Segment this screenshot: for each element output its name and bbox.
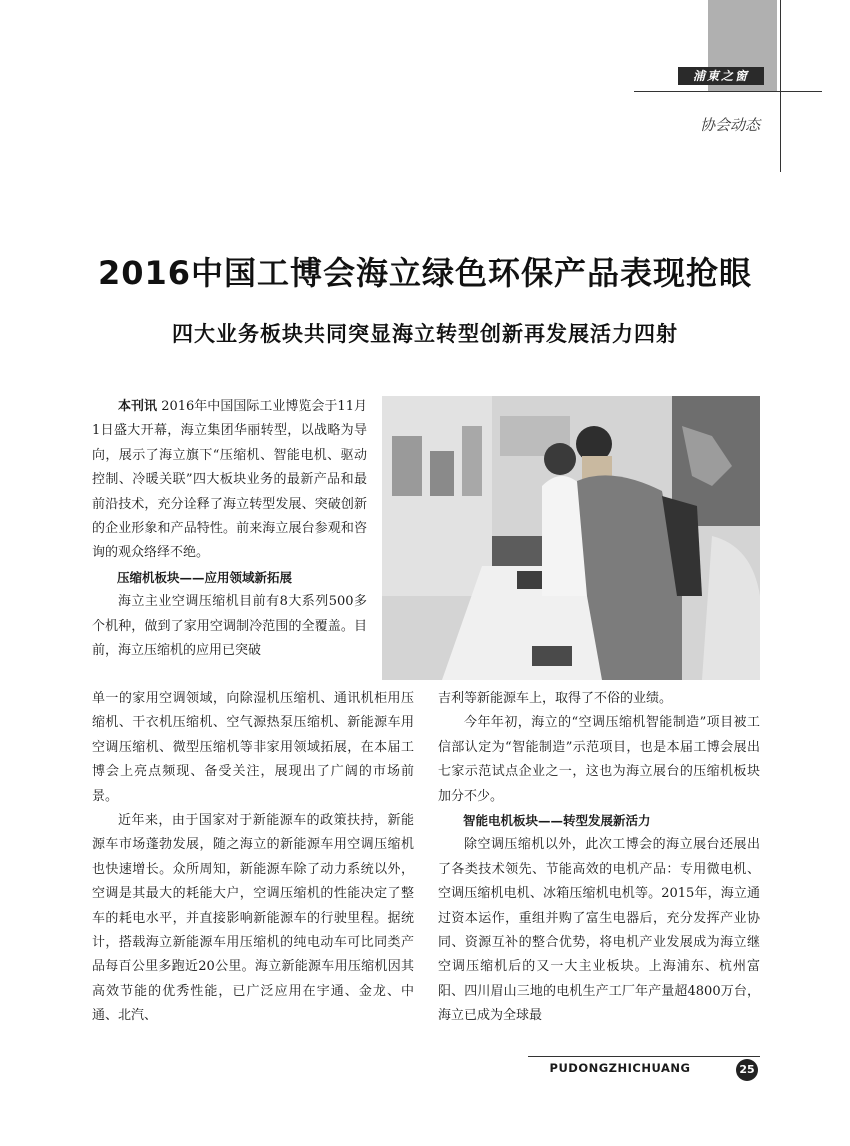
heading-motor: 智能电机板块——转型发展新活力 [463,813,651,829]
lead-label: 本刊讯 [118,399,158,414]
left-column-top [92,395,367,663]
para-compressor-cont: 单一的家用空调领域，向除湿机压缩机、通讯机柜用压缩机、干衣机压缩机、空气源热泵压缩机、新能源车用空调压缩机、微型压缩机等非家用领域拓展，在本届工博会上亮点频现、备受关注，展现出了广阔的市场前景。 [92,691,414,804]
article-subtitle: 四大业务板块共同突显海立转型创新再发展活力四射 [172,322,678,346]
exhibition-photo [382,396,760,680]
intro-text: 2016年中国国际工业博览会于11月1日盛大开幕，海立集团华丽转型，以战略为导向，展示了海立旗下“压缩机、智能电机、驱动控制、冷暖关联”四大板块业务的最新产品和最前沿技术，充分诠释了海立转型发展、突破创新的企业形象和产品特性。前来海立展台参观和咨询的观众络绎不绝。 [92,399,367,561]
left-column-bottom [92,687,414,1029]
header-horizontal-rule [634,91,822,92]
header-vertical-rule [780,0,781,172]
heading-compressor: 压缩机板块——应用领域新拓展 [117,569,293,585]
para-new-energy: 近年来，由于国家对于新能源车的政策扶持，新能源车市场蓬勃发展，随之海立的新能源车用空调压缩机也快速增长。众所周知，新能源车除了动力系统以外，空调是其最大的耗能大户，空调压缩机的性能决定了整车的耗电水平，并直接影响新能源车的行驶里程。据统计，搭载海立新能源车用压缩机的纯电动车可比同类产品每百公里多跑近20公里。海立新能源车用压缩机因其高效节能的优秀性能，已广泛应用在宇通、金龙、中通、北汽、 [92,813,414,1024]
para-motor: 除空调压缩机以外，此次工博会的海立展台还展出了各类技术领先、节能高效的电机产品：专用微电机、空调压缩机电机、冰箱压缩机电机等。2015年，海立通过资本运作，重组并购了富生电器后，充分发挥产业协同、资源互补的整合优势，将电机产业发展成为海立继空调压缩机后的又一大主业板块。上海浦东、杭州富阳、四川眉山三地的电机生产工厂年产量超4800万台，海立已成为全球最 [438,837,760,1024]
page-number: 25 [736,1059,758,1081]
section-label: 协会动态 [699,116,760,134]
footer-magazine-name: PUDONGZHICHUANG [549,1061,691,1075]
para-smart-manufacturing: 今年年初，海立的“空调压缩机智能制造”项目被工信部认定为“智能制造”示范项目，也是本届工博会展出七家示范试点企业之一，这也为海立展台的压缩机板块加分不少。 [438,715,760,804]
para-compressor-top: 海立主业空调压缩机目前有8大系列500多个机种，做到了家用空调制冷范围的全覆盖。目前，海立压缩机的应用已突破 [92,594,367,659]
para-intro [92,395,367,566]
article-title: 2016中国工博会海立绿色环保产品表现抢眼 [97,254,753,292]
para-new-energy-cont: 吉利等新能源车上，取得了不俗的业绩。 [438,691,673,706]
magazine-label: 浦東之窗 [678,67,764,85]
footer-rule [528,1056,760,1057]
right-column [438,687,760,1029]
